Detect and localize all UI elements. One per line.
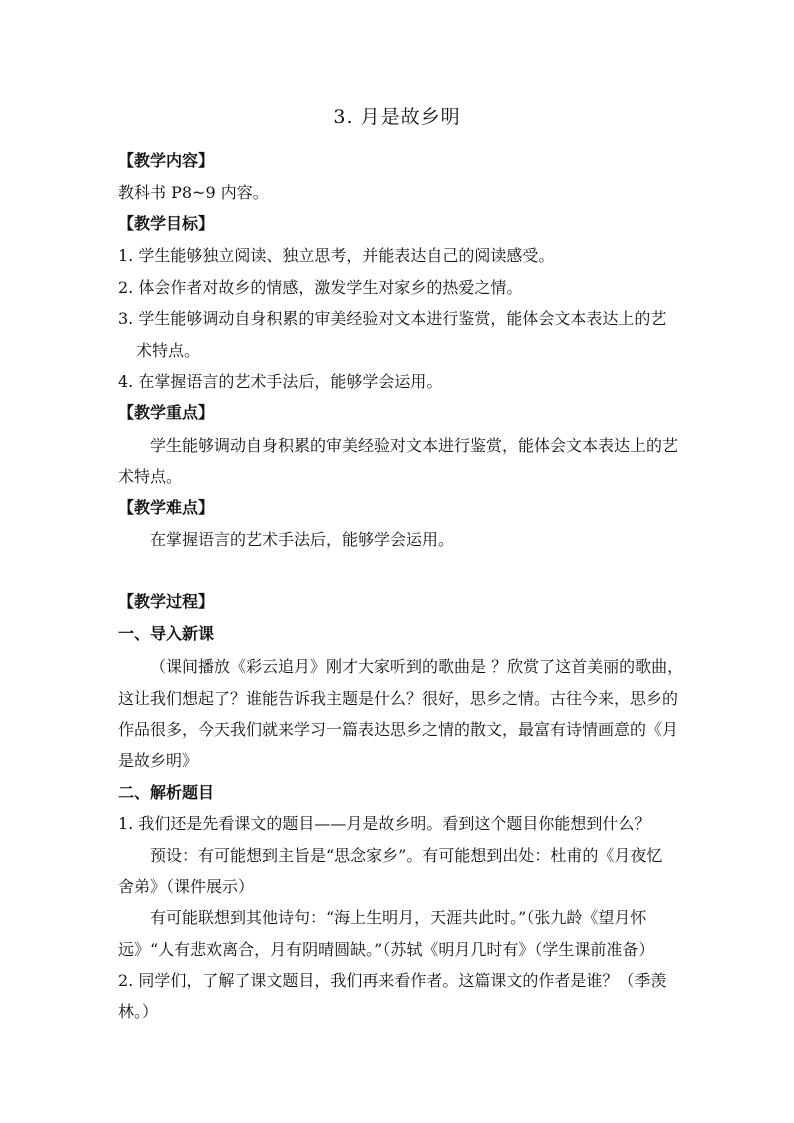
part2-line-7: 林。） [118,1002,159,1021]
key-point-line-1: 学生能够调动自身积累的审美经验对文本进行鉴赏，能体会文本表达上的艺 [150,436,679,455]
teaching-goal-4: 4. 在掌握语言的艺术手法后，能够学会运用。 [118,372,443,391]
section-heading-teaching-goals: 【教学目标】 [118,214,215,233]
part2-line-1: 1. 我们还是先看课文的题目——月是故乡明。看到这个题目你能想到什么？ [118,814,651,833]
document-title: 3. 月是故乡明 [333,106,461,128]
section-heading-teaching-content: 【教学内容】 [118,151,215,170]
part2-line-5: 远》“人有悲欢离合，月有阴晴圆缺。”（苏轼《明月几时有》（学生课前准备） [118,940,655,959]
part1-line-4: 是故乡明》 [118,751,199,770]
section-heading-teaching-process: 【教学过程】 [118,592,215,611]
part2-line-6: 2. 同学们，了解了课文题目，我们再来看作者。这篇课文的作者是谁？（季羡 [118,971,667,990]
section-heading-difficulties: 【教学难点】 [118,498,215,517]
part1-line-3: 作品很多，今天我们就来学习一篇表达思乡之情的散文，最富有诗情画意的《月 [118,720,679,739]
teaching-goal-3: 3. 学生能够调动自身积累的审美经验对文本进行鉴赏，能体会文本表达上的艺 [118,309,667,328]
part1-line-1: （课间播放《彩云追月》刚才大家听到的歌曲是 ？欣赏了这首美丽的歌曲， [150,657,684,676]
part2-line-4: 有可能联想到其他诗句：“海上生明月，天涯共此时。”（张九龄《望月怀 [150,908,647,927]
teaching-goal-1: 1. 学生能够独立阅读、独立思考，并能表达自己的阅读感受。 [118,246,555,265]
part1-heading: 一、导入新课 [118,624,215,643]
part1-line-2: 这让我们想起了？谁能告诉我主题是什么？很好，思乡之情。古往今来，思乡的 [118,689,679,708]
part2-line-2: 预设：有可能想到主旨是“思念家乡”。有可能想到出处：杜甫的《月夜忆 [150,846,663,865]
part2-line-3: 舍弟》（课件展示） [118,877,255,896]
key-point-line-2: 术特点。 [118,467,183,486]
difficulty-text: 在掌握语言的艺术手法后，能够学会运用。 [150,530,455,549]
teaching-goal-3-continued: 术特点。 [136,341,201,360]
teaching-goal-2: 2. 体会作者对故乡的情感，激发学生对家乡的热爱之情。 [118,278,523,297]
part2-heading: 二、解析题目 [118,783,215,802]
teaching-content-text: 教科书 P8~9 内容。 [118,183,269,202]
section-heading-key-points: 【教学重点】 [118,403,215,422]
